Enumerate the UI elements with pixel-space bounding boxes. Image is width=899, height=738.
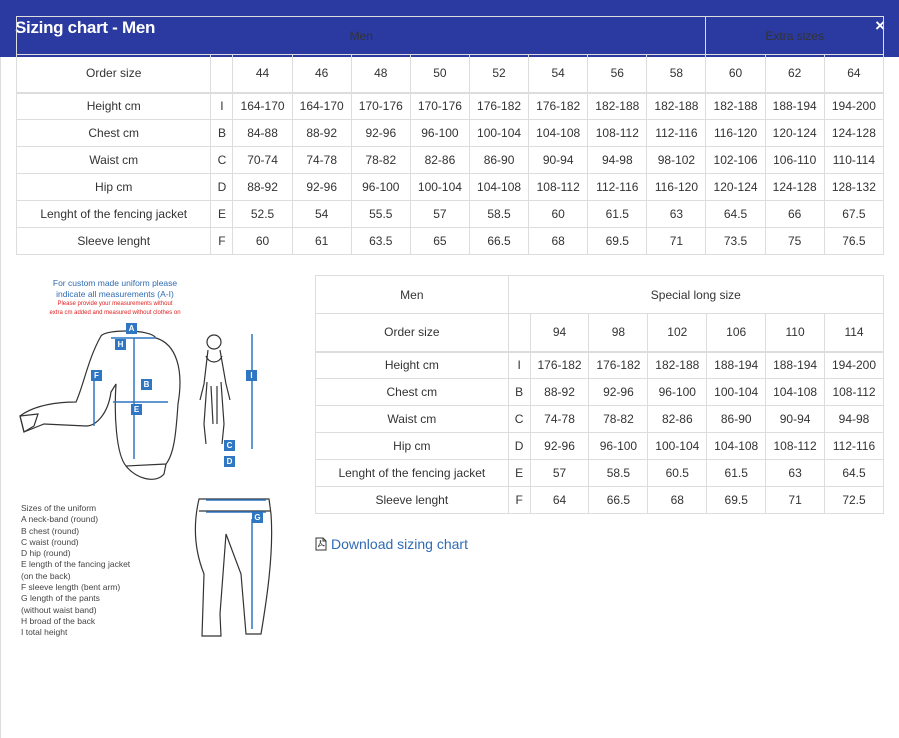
value-cell: 112-116 bbox=[588, 174, 647, 201]
value-cell: 66 bbox=[765, 201, 824, 228]
value-cell: 92-96 bbox=[292, 174, 351, 201]
value-cell: 96-100 bbox=[648, 379, 707, 406]
value-cell: 116-120 bbox=[647, 174, 706, 201]
value-cell: 57 bbox=[530, 460, 589, 487]
row-label: Height cm bbox=[316, 352, 509, 379]
value-cell: 73.5 bbox=[706, 228, 765, 255]
value-cell: 88-92 bbox=[233, 174, 292, 201]
size-header: 48 bbox=[351, 55, 410, 93]
row-code: C bbox=[508, 406, 530, 433]
value-cell: 96-100 bbox=[589, 433, 648, 460]
value-cell: 182-188 bbox=[588, 93, 647, 120]
row-label: Waist cm bbox=[17, 147, 211, 174]
value-cell: 120-124 bbox=[765, 120, 824, 147]
men-group-header: Men bbox=[17, 17, 706, 55]
value-cell: 116-120 bbox=[706, 120, 765, 147]
value-cell: 104-108 bbox=[707, 433, 766, 460]
value-cell: 61 bbox=[292, 228, 351, 255]
custom-note-line1: For custom made uniform please bbox=[52, 278, 178, 288]
size-header: 62 bbox=[765, 55, 824, 93]
legend-item: G length of the pants bbox=[21, 593, 100, 604]
row-code: E bbox=[508, 460, 530, 487]
row-code: E bbox=[211, 201, 233, 228]
size-header: 102 bbox=[648, 314, 707, 352]
value-cell: 92-96 bbox=[530, 433, 589, 460]
value-cell: 67.5 bbox=[824, 201, 883, 228]
table-row bbox=[316, 352, 884, 379]
order-size-row bbox=[316, 314, 884, 352]
value-cell: 92-96 bbox=[589, 379, 648, 406]
value-cell: 63.5 bbox=[351, 228, 410, 255]
men-group-header: Men bbox=[316, 276, 509, 314]
value-cell: 88-92 bbox=[292, 120, 351, 147]
value-cell: 170-176 bbox=[410, 93, 469, 120]
table-row bbox=[316, 379, 884, 406]
size-header: 114 bbox=[825, 314, 884, 352]
marker-h: H bbox=[115, 339, 126, 350]
row-code: F bbox=[508, 487, 530, 514]
value-cell: 60 bbox=[233, 228, 292, 255]
value-cell: 100-104 bbox=[648, 433, 707, 460]
row-label: Lenght of the fencing jacket bbox=[17, 201, 211, 228]
group-header-row bbox=[17, 17, 884, 55]
size-header: 54 bbox=[529, 55, 588, 93]
row-code: I bbox=[508, 352, 530, 379]
value-cell: 74-78 bbox=[292, 147, 351, 174]
group-header-row bbox=[316, 276, 884, 314]
value-cell: 108-112 bbox=[529, 174, 588, 201]
row-code: D bbox=[211, 174, 233, 201]
table-row bbox=[316, 406, 884, 433]
download-sizing-chart-link[interactable] bbox=[315, 536, 468, 552]
value-cell: 68 bbox=[529, 228, 588, 255]
value-cell: 60 bbox=[529, 201, 588, 228]
custom-note-line2: indicate all measurements (A-I) bbox=[56, 288, 174, 299]
row-code: B bbox=[508, 379, 530, 406]
legend-item: I total height bbox=[21, 627, 68, 638]
value-cell: 182-188 bbox=[648, 352, 707, 379]
jacket-torso-outline bbox=[20, 331, 180, 466]
table-row bbox=[17, 228, 884, 255]
value-cell: 88-92 bbox=[530, 379, 589, 406]
value-cell: 68 bbox=[648, 487, 707, 514]
special-long-header: Special long size bbox=[508, 276, 883, 314]
value-cell: 182-188 bbox=[706, 93, 765, 120]
value-cell: 94-98 bbox=[825, 406, 884, 433]
size-header: 44 bbox=[233, 55, 292, 93]
value-cell: 100-104 bbox=[469, 120, 528, 147]
value-cell: 104-108 bbox=[766, 379, 825, 406]
value-cell: 188-194 bbox=[766, 352, 825, 379]
code-cell bbox=[211, 55, 233, 93]
row-label: Hip cm bbox=[316, 433, 509, 460]
table-row bbox=[17, 201, 884, 228]
value-cell: 108-112 bbox=[588, 120, 647, 147]
marker-c: C bbox=[224, 440, 235, 451]
size-header: 110 bbox=[766, 314, 825, 352]
value-cell: 63 bbox=[766, 460, 825, 487]
glove-outline bbox=[20, 414, 38, 432]
table-row bbox=[316, 433, 884, 460]
row-code: B bbox=[211, 120, 233, 147]
marker-e: E bbox=[131, 404, 142, 415]
value-cell: 61.5 bbox=[707, 460, 766, 487]
value-cell: 64 bbox=[530, 487, 589, 514]
value-cell: 108-112 bbox=[825, 379, 884, 406]
value-cell: 176-182 bbox=[469, 93, 528, 120]
order-size-label: Order size bbox=[316, 314, 509, 352]
row-label: Chest cm bbox=[17, 120, 211, 147]
size-header: 52 bbox=[469, 55, 528, 93]
order-size-row bbox=[17, 55, 884, 93]
warning-note-line1: Please provide your measurements without bbox=[57, 301, 173, 307]
size-header: 64 bbox=[824, 55, 883, 93]
value-cell: 102-106 bbox=[706, 147, 765, 174]
value-cell: 170-176 bbox=[351, 93, 410, 120]
legend-item: A neck-band (round) bbox=[21, 514, 99, 525]
legend-title: Sizes of the uniform bbox=[21, 503, 97, 513]
value-cell: 176-182 bbox=[589, 352, 648, 379]
value-cell: 188-194 bbox=[765, 93, 824, 120]
value-cell: 71 bbox=[766, 487, 825, 514]
row-code: F bbox=[211, 228, 233, 255]
value-cell: 100-104 bbox=[410, 174, 469, 201]
marker-d: D bbox=[224, 456, 235, 467]
measurement-illustration bbox=[16, 274, 296, 644]
row-code: I bbox=[211, 93, 233, 120]
value-cell: 54 bbox=[292, 201, 351, 228]
value-cell: 194-200 bbox=[824, 93, 883, 120]
table-row bbox=[316, 487, 884, 514]
size-header: 60 bbox=[706, 55, 765, 93]
value-cell: 112-116 bbox=[825, 433, 884, 460]
value-cell: 86-90 bbox=[707, 406, 766, 433]
value-cell: 108-112 bbox=[766, 433, 825, 460]
value-cell: 124-128 bbox=[824, 120, 883, 147]
value-cell: 124-128 bbox=[765, 174, 824, 201]
marker-i: I bbox=[246, 370, 257, 381]
table-row bbox=[17, 120, 884, 147]
value-cell: 128-132 bbox=[824, 174, 883, 201]
value-cell: 76.5 bbox=[824, 228, 883, 255]
row-label: Lenght of the fencing jacket bbox=[316, 460, 509, 487]
value-cell: 52.5 bbox=[233, 201, 292, 228]
value-cell: 58.5 bbox=[589, 460, 648, 487]
legend-item: B chest (round) bbox=[21, 525, 80, 536]
value-cell: 96-100 bbox=[351, 174, 410, 201]
value-cell: 60.5 bbox=[648, 460, 707, 487]
size-header: 50 bbox=[410, 55, 469, 93]
value-cell: 120-124 bbox=[706, 174, 765, 201]
value-cell: 176-182 bbox=[529, 93, 588, 120]
warning-note-line2: extra cm added and measured without clothes on bbox=[49, 309, 181, 316]
value-cell: 104-108 bbox=[469, 174, 528, 201]
marker-a: A bbox=[126, 323, 137, 334]
modal-title: Sizing chart - Men bbox=[15, 18, 156, 37]
value-cell: 63 bbox=[647, 201, 706, 228]
row-code: C bbox=[211, 147, 233, 174]
legend-item: C waist (round) bbox=[21, 536, 79, 547]
value-cell: 90-94 bbox=[529, 147, 588, 174]
marker-b: B bbox=[141, 379, 152, 390]
value-cell: 82-86 bbox=[410, 147, 469, 174]
value-cell: 188-194 bbox=[707, 352, 766, 379]
value-cell: 100-104 bbox=[707, 379, 766, 406]
value-cell: 65 bbox=[410, 228, 469, 255]
small-figure-outline bbox=[200, 350, 230, 444]
value-cell: 55.5 bbox=[351, 201, 410, 228]
value-cell: 112-116 bbox=[647, 120, 706, 147]
value-cell: 96-100 bbox=[410, 120, 469, 147]
value-cell: 72.5 bbox=[825, 487, 884, 514]
value-cell: 64.5 bbox=[825, 460, 884, 487]
value-cell: 78-82 bbox=[589, 406, 648, 433]
value-cell: 164-170 bbox=[233, 93, 292, 120]
legend-item: (on the back) bbox=[21, 570, 71, 581]
legend-item: (without waist band) bbox=[21, 604, 97, 615]
value-cell: 57 bbox=[410, 201, 469, 228]
table-row bbox=[316, 460, 884, 487]
sizing-table-men bbox=[16, 16, 884, 255]
legend-item: D hip (round) bbox=[21, 548, 71, 559]
order-size-label: Order size bbox=[17, 55, 211, 93]
value-cell: 106-110 bbox=[765, 147, 824, 174]
row-label: Sleeve lenght bbox=[316, 487, 509, 514]
value-cell: 66.5 bbox=[469, 228, 528, 255]
close-button[interactable]: × bbox=[875, 16, 885, 35]
pdf-file-icon bbox=[315, 537, 327, 551]
value-cell: 74-78 bbox=[530, 406, 589, 433]
size-header: 98 bbox=[589, 314, 648, 352]
value-cell: 98-102 bbox=[647, 147, 706, 174]
value-cell: 75 bbox=[765, 228, 824, 255]
value-cell: 70-74 bbox=[233, 147, 292, 174]
marker-g: G bbox=[252, 512, 263, 523]
value-cell: 61.5 bbox=[588, 201, 647, 228]
size-header: 58 bbox=[647, 55, 706, 93]
value-cell: 92-96 bbox=[351, 120, 410, 147]
legend-item: F sleeve length (bent arm) bbox=[21, 582, 121, 593]
value-cell: 110-114 bbox=[824, 147, 883, 174]
value-cell: 194-200 bbox=[825, 352, 884, 379]
value-cell: 82-86 bbox=[648, 406, 707, 433]
size-header: 46 bbox=[292, 55, 351, 93]
size-header: 56 bbox=[588, 55, 647, 93]
size-header: 94 bbox=[530, 314, 589, 352]
value-cell: 90-94 bbox=[766, 406, 825, 433]
value-cell: 176-182 bbox=[530, 352, 589, 379]
row-code: D bbox=[508, 433, 530, 460]
extra-sizes-header: Extra sizes bbox=[706, 17, 884, 55]
value-cell: 182-188 bbox=[647, 93, 706, 120]
row-label: Chest cm bbox=[316, 379, 509, 406]
marker-f: F bbox=[91, 370, 102, 381]
value-cell: 64.5 bbox=[706, 201, 765, 228]
row-label: Sleeve lenght bbox=[17, 228, 211, 255]
value-cell: 66.5 bbox=[589, 487, 648, 514]
value-cell: 71 bbox=[647, 228, 706, 255]
value-cell: 86-90 bbox=[469, 147, 528, 174]
legend-item: H broad of the back bbox=[21, 615, 96, 626]
value-cell: 58.5 bbox=[469, 201, 528, 228]
row-label: Height cm bbox=[17, 93, 211, 120]
value-cell: 84-88 bbox=[233, 120, 292, 147]
value-cell: 78-82 bbox=[351, 147, 410, 174]
value-cell: 164-170 bbox=[292, 93, 351, 120]
table-row bbox=[17, 93, 884, 120]
table-row bbox=[17, 174, 884, 201]
row-label: Hip cm bbox=[17, 174, 211, 201]
table-row bbox=[17, 147, 884, 174]
value-cell: 69.5 bbox=[588, 228, 647, 255]
download-label[interactable]: Download sizing chart bbox=[331, 536, 468, 552]
value-cell: 94-98 bbox=[588, 147, 647, 174]
sizing-table-special-long bbox=[315, 275, 884, 514]
size-legend bbox=[21, 503, 130, 639]
size-header: 106 bbox=[707, 314, 766, 352]
value-cell: 104-108 bbox=[529, 120, 588, 147]
row-label: Waist cm bbox=[316, 406, 509, 433]
value-cell: 69.5 bbox=[707, 487, 766, 514]
code-cell bbox=[508, 314, 530, 352]
legend-item: E length of the fancing jacket bbox=[21, 559, 131, 570]
